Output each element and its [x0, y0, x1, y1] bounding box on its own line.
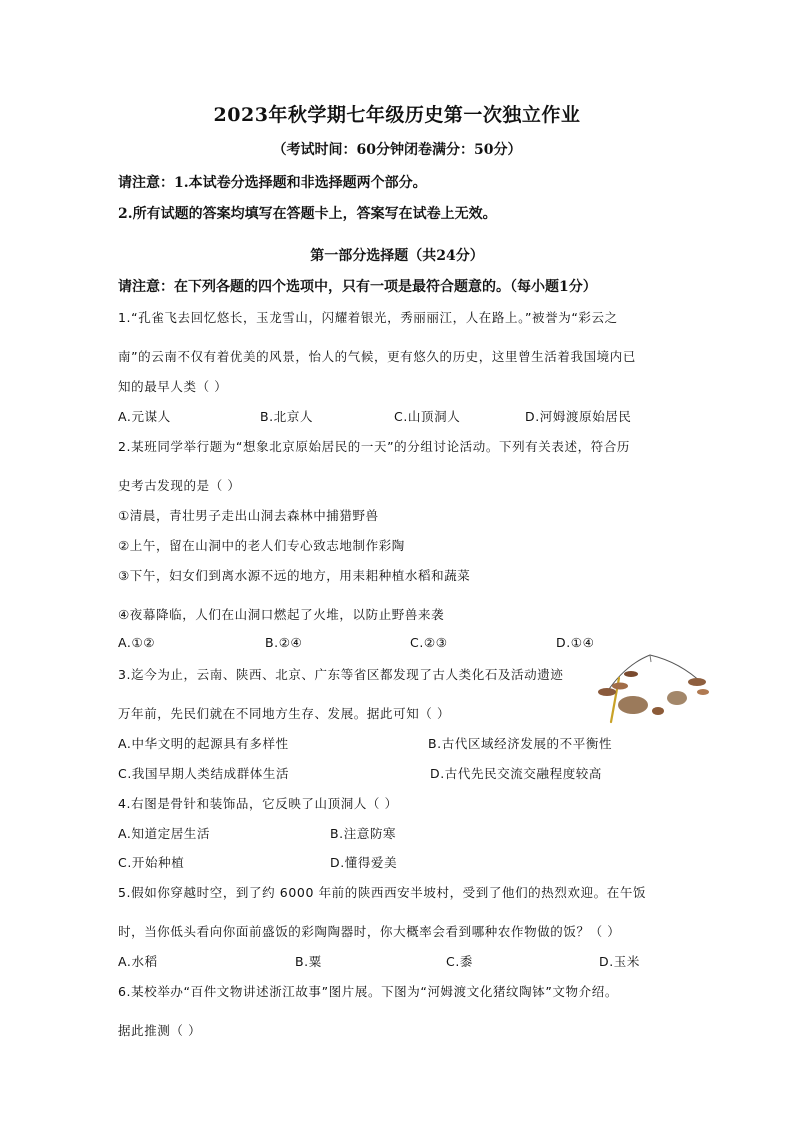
- q4-line-1: 4.右图是骨针和装饰品，它反映了山顶洞人（ ）: [118, 796, 398, 811]
- q1-line-3: 知的最早人类（ ）: [118, 379, 228, 394]
- q5-line-2: 时，当你低头看向你面前盛饭的彩陶陶器时，你大概率会看到哪种农作物做的饭？（ ）: [118, 924, 621, 939]
- q2-option-d: D.①④: [556, 635, 595, 650]
- q6-line-2: 据此推测（ ）: [118, 1023, 202, 1038]
- q2-option-a: A.①②: [118, 635, 156, 650]
- section-instruction: 请注意：在下列各题的四个选项中，只有一项是最符合题意的。（每小题1分）: [118, 279, 597, 295]
- q1-option-d: D.河姆渡原始居民: [525, 409, 632, 424]
- q5-option-b: B.粟: [295, 954, 322, 969]
- q6-line-1: 6.某校举办“百件文物讲述浙江故事”图片展。下图为“河姆渡文化猪纹陶钵”文物介绍。: [118, 984, 618, 999]
- q2-item-4: ④夜幕降临，人们在山洞口燃起了火堆，以防止野兽来袭: [118, 607, 445, 622]
- q2-line-2: 史考古发现的是（ ）: [118, 478, 241, 493]
- q1-line-1: 1.“孔雀飞去回忆悠长，玉龙雪山，闪耀着银光，秀丽丽江，人在路上。”被誉为“彩云之: [118, 310, 618, 325]
- bone-needle-ornament-figure: [585, 650, 715, 730]
- exam-info: （考试时间：60分钟闭卷满分：50分）: [272, 142, 522, 158]
- q4-option-c: C.开始种植: [118, 855, 185, 870]
- q3-option-c: C.我国早期人类结成群体生活: [118, 766, 290, 781]
- q3-line-2: 万年前，先民们就在不同地方生存、发展。据此可知（ ）: [118, 706, 451, 721]
- q5-line-1: 5.假如你穿越时空，到了约 6000 年前的陕西西安半坡村，受到了他们的热烈欢迎。在午饭: [118, 885, 647, 900]
- section-title: 第一部分选择题（共24分）: [310, 248, 484, 264]
- note-2: 2.所有试题的答案均填写在答题卡上，答案写在试卷上无效。: [118, 206, 497, 222]
- q5-option-d: D.玉米: [599, 954, 640, 969]
- q4-option-b: B.注意防寒: [330, 826, 397, 841]
- page-title: 2023年秋学期七年级历史第一次独立作业: [213, 104, 581, 126]
- q2-line-1: 2.某班同学举行题为“想象北京原始居民的一天”的分组讨论活动。下列有关表述，符合历: [118, 439, 630, 454]
- q4-option-d: D.懂得爱美: [330, 855, 398, 870]
- q5-option-c: C.黍: [446, 954, 474, 969]
- q2-item-1: ①清晨，青壮男子走出山洞去森林中捕猎野兽: [118, 508, 379, 523]
- q4-option-a: A.知道定居生活: [118, 826, 211, 841]
- q1-option-c: C.山顶洞人: [394, 409, 461, 424]
- q1-line-2: 南”的云南不仅有着优美的风景，怡人的气候，更有悠久的历史，这里曾生活着我国境内已: [118, 349, 636, 364]
- q3-option-b: B.古代区域经济发展的不平衡性: [428, 736, 613, 751]
- q5-option-a: A.水稻: [118, 954, 158, 969]
- q2-item-3: ③下午，妇女们到离水源不远的地方，用耒耜种植水稻和蔬菜: [118, 568, 471, 583]
- q2-option-b: B.②④: [265, 635, 303, 650]
- q1-option-b: B.北京人: [260, 409, 314, 424]
- q3-option-d: D.古代先民交流交融程度较高: [430, 766, 602, 781]
- q2-item-2: ②上午，留在山洞中的老人们专心致志地制作彩陶: [118, 538, 405, 553]
- q1-option-a: A.元谋人: [118, 409, 171, 424]
- q3-line-1: 3.迄今为止，云南、陕西、北京、广东等省区都发现了古人类化石及活动遗迹: [118, 667, 564, 682]
- q3-option-a: A.中华文明的起源具有多样性: [118, 736, 289, 751]
- q2-option-c: C.②③: [410, 635, 448, 650]
- note-1: 请注意：1.本试卷分选择题和非选择题两个部分。: [118, 175, 427, 191]
